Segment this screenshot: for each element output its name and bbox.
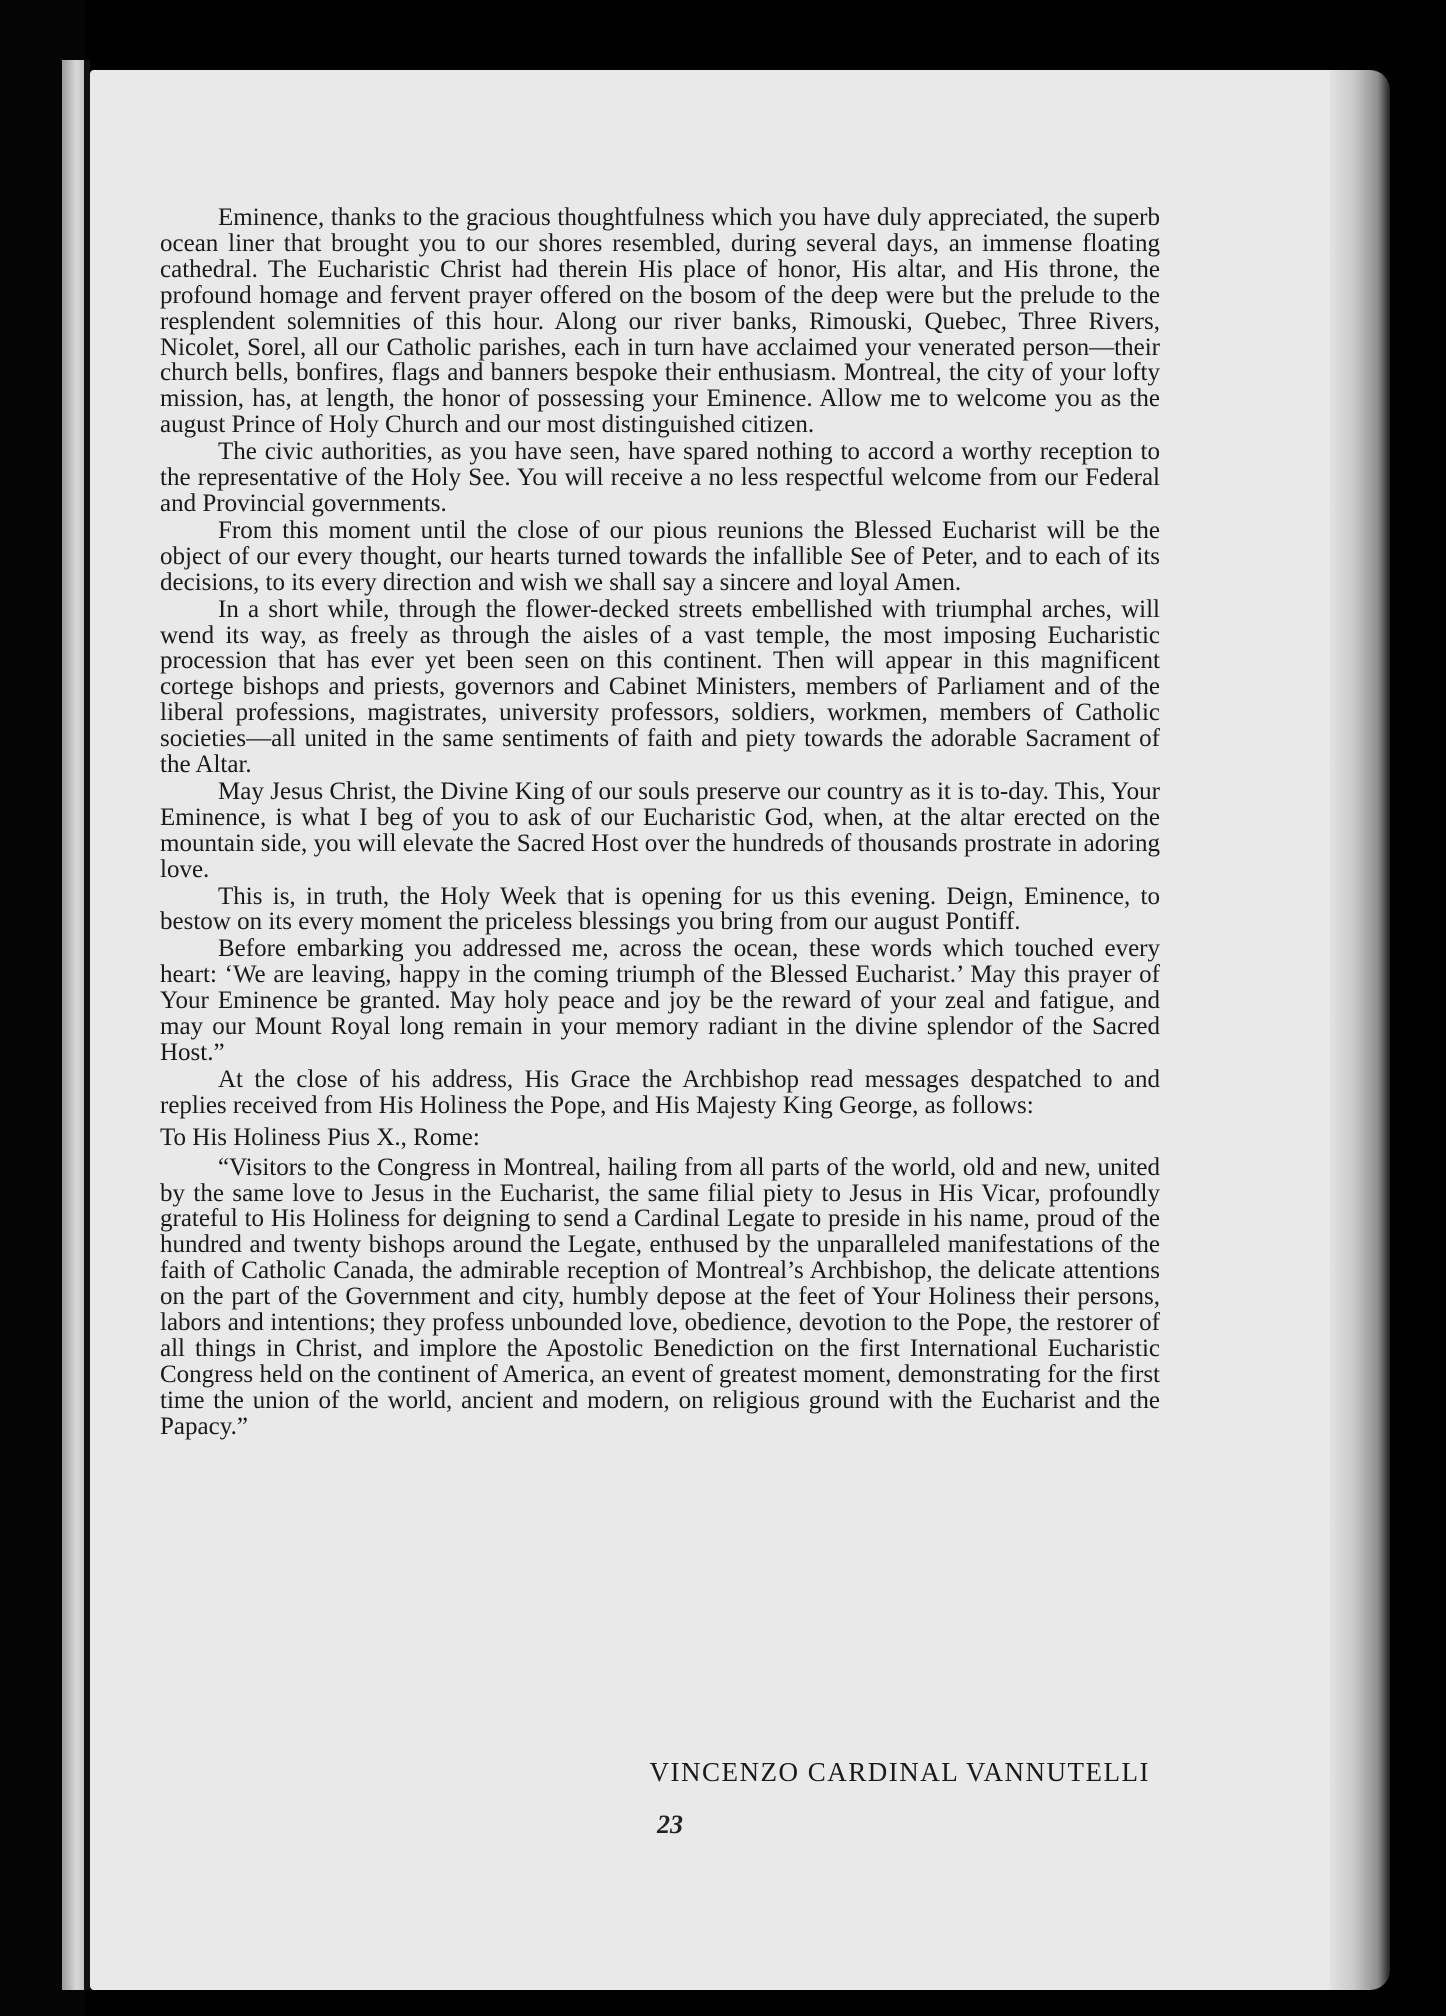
paragraph: May Jesus Christ, the Divine King of our souls preserve our country as it is to-day. This, Your Eminence, is what I beg of you to ask of our Eucharistic God, when, at the altar erected on the mountain side, you will elevate the Sacred Host over the hundreds of thousands prostrate in adoring love. <box>160 777 1160 883</box>
page-curl-shadow <box>1330 70 1390 1990</box>
telegram-text: “Visitors to the Congress in Montreal, hailing from all parts of the world, old and new, united by the same love to Jesus in the Eucharist, the same filial piety to Jesus in His Vicar, profoundly grateful to His Holiness for deigning to send a Cardinal Legate to preside in his name, proud of the hundred and twenty bishops around the Legate, enthused by the unparalleled manifestations of the faith of Catholic Canada, the admirable reception of Montreal’s Archbishop, the delicate attentions on the part of the Government and city, humbly depose at the feet of Your Holiness their persons, labors and intentions; they profess unbounded love, obedience, devotion to the Pope, the restorer of all things in Christ, and implore the Apostolic Benediction on the first International Eucharistic Congress held on the continent of America, an event of greatest moment, demonstrating for the first time the union of the world, ancient and modern, on religious ground with the Eucharist and the Papacy.” <box>160 1153 1160 1440</box>
signature: VINCENZO CARDINAL VANNUTELLI <box>649 1757 1150 1787</box>
paragraph: At the close of his address, His Grace the Archbishop read messages despatched to and replies received from His Holiness the Pope, and His Majesty King George, as follows: <box>160 1065 1160 1119</box>
facing-page-edge <box>62 60 86 1990</box>
paragraph: Before embarking you addressed me, across the ocean, these words which touched every heart: ‘We are leaving, happy in the coming triumph of the Blessed Eucharist.’ May this prayer of Your Eminence be granted. May holy peace and joy be the reward of your zeal and fatigue, and may our Mount Royal long remain in your memory radiant in the divine splendor of the Sacred Host.” <box>160 935 1160 1066</box>
paragraph: From this moment until the close of our pious reunions the Blessed Eucharist will be the object of our every thought, our hearts turned towards the infallible See of Peter, and to each of its decisions, to its every direction and wish we shall say a sincere and loyal Amen. <box>160 516 1160 596</box>
paragraph: The civic authorities, as you have seen, have spared nothing to accord a worthy reception to the representative of the Holy See. You will receive a no less respectful welcome from our Federal and Provincial governments. <box>160 438 1160 517</box>
paragraph: In a short while, through the flower-decked streets embellished with triumphal arches, will wend its way, as freely as through the aisles of a vast temple, the most imposing Eucharistic procession that has ever yet been seen on this continent. Then will appear in this magnificent cortege bishops and priests, governors and Cabinet Ministers, members of Parliament and of the liberal professions, magistrates, university professors, soldiers, workmen, members of Catholic societies—all united in the same sentiments of faith and piety towards the adorable Sacrament of the Altar. <box>160 595 1160 779</box>
paragraph: Eminence, thanks to the gracious thoughtfulness which you have duly appreciated, the superb ocean liner that brought you to our shores resembled, during several days, an immense floating cathedral. The Eucharistic Christ had therein His place of honor, His altar, and His throne, the profound homage and fervent prayer offered on the bosom of the deep were but the prelude to the resplendent solemnities of this hour. Along our river banks, Rimouski, Quebec, Three Rivers, Nicolet, Sorel, all our Catholic parishes, each in turn have acclaimed your venerated person—their church bells, bonfires, flags and banners bespoke their enthusiasm. Montreal, the city of your lofty mission, has, at length, the honor of possessing your Eminence. Allow me to welcome you as the august Prince of Holy Church and our most distinguished citizen. <box>160 204 1160 439</box>
page-number: 23 <box>657 1810 683 1839</box>
page-body <box>160 205 1160 1440</box>
paragraph: This is, in truth, the Holy Week that is opening for us this evening. Deign, Eminence, to bestow on its every moment the priceless blessings you bring from our august Pontiff. <box>160 882 1160 936</box>
salutation: To His Holiness Pius X., Rome: <box>160 1123 480 1151</box>
